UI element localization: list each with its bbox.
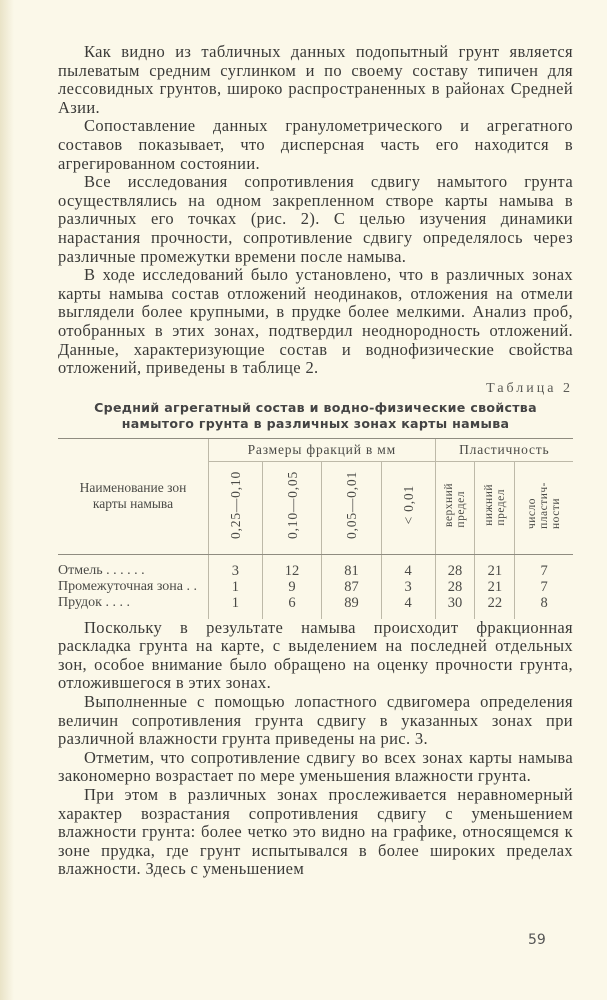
column-group-fractions: Размеры фракций в мм — [209, 438, 436, 461]
paragraph: Все исследования сопротивления сдвигу намытого грунта осуществлялись на одном закрепленном створе карты намыва в различных его точках (рис. 2). С целью изучения динамики нарастания прочности, сопротивление сдвигу определялось через различные промежутки времени после намыва. — [58, 172, 573, 266]
table-row: Отмель . . . . . . 3 12 81 4 28 21 7 — [58, 563, 573, 579]
column-group-plasticity: Пластичность — [435, 438, 573, 461]
column-header-plasticity-index: числопластич-ности — [515, 461, 573, 554]
column-header-fraction: 0,25—0,10 — [209, 461, 263, 554]
column-header-fraction: 0,10—0,05 — [262, 461, 322, 554]
page-content — [58, 43, 573, 879]
table-row: Промежуточная зона . . 1 9 87 3 28 21 7 — [58, 579, 573, 595]
table-title — [58, 400, 573, 432]
data-table — [58, 438, 573, 619]
table-label: Таблица 2 — [486, 380, 573, 396]
paragraph: Поскольку в результате намыва происходит фракционная раскладка грунта на карте, с выделением на последней отдельных зон, особое внимание было обращено на оценку прочности грунта, отложившегося в этих зонах. — [58, 617, 573, 693]
paragraph: В ходе исследований было установлено, что в различных зонах карты намыва состав отложений неодинаков, отложения на отмели выглядели более крупными, в прудке более мелкими. Анализ проб, отобранных в этих зонах, подтвердил неоднородность отложений. Данные, характеризующие состав и воднофизические свойства отложений, приведены в таблице 2. — [58, 265, 573, 378]
column-header-zone-name: Наименование зон карты намыва — [58, 438, 209, 554]
paragraph: Как видно из табличных данных подопытный грунт является пылеватым средним суглинком и по своему составу типичен для лессовидных грунтов, широко распространенных в районах Средней Азии. — [58, 42, 573, 117]
column-header-fraction: 0,05—0,01 — [322, 461, 382, 554]
page-number: 59 — [528, 932, 546, 948]
table-title-line: Средний агрегатный состав и водно-физические свойства — [94, 399, 537, 415]
column-header-upper-limit: верхнийпредел — [435, 461, 475, 554]
paragraph: Отметим, что сопротивление сдвигу во всех зонах карты намыва закономерно возрастает по мере уменьшения влажности грунта. — [58, 747, 573, 786]
column-header-lower-limit: нижнийпредел — [475, 461, 515, 554]
table-title-line: намытого грунта в различных зонах карты намыва — [121, 415, 510, 431]
table-row: Прудок . . . . 1 6 89 4 30 22 8 — [58, 595, 573, 611]
page-edge-shadow — [0, 0, 14, 1000]
paragraph: Выполненные с помощью лопастного сдвигомера определения величин сопротивления грунта сдвигу в указанных зонах при различной влажности грунта приведены на рис. 3. — [58, 692, 573, 749]
paragraph: При этом в различных зонах прослеживается неравномерный характер возрастания сопротивления сдвигу с уменьшением влажности грунта: более четко это видно на графике, относящемся к зоне прудка, где грунт испытывался в более широких пределах влажности. Здесь с уменьшением — [58, 785, 573, 879]
paragraph: Сопоставление данных гранулометрического и агрегатного составов показывает, что дисперсная часть его находится в агрегированном состоянии. — [58, 116, 573, 173]
column-header-fraction: < 0,01 — [381, 461, 435, 554]
